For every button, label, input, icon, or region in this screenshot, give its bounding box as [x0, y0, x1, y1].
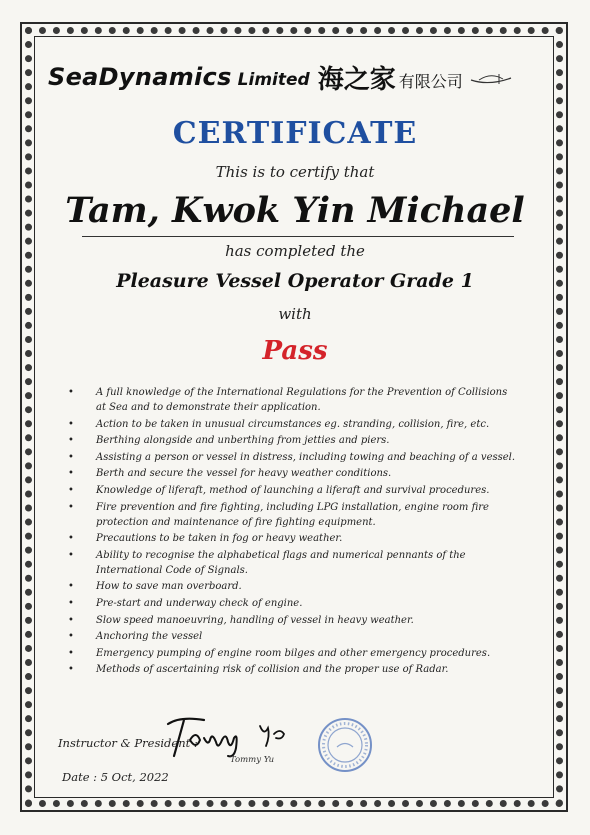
course-name: Pleasure Vessel Operator Grade 1	[116, 270, 474, 292]
bullet-icon: •	[68, 484, 74, 496]
result-text: Pass	[262, 336, 328, 366]
list-item: • Knowledge of liferaft, method of launching a liferaft and survival procedures.	[68, 484, 490, 496]
list-item: • Slow speed manoeuvring, handling of vessel in heavy weather.	[68, 614, 414, 626]
recipient-name: Tam, Kwok Yin Michael	[65, 190, 525, 231]
bullet-icon: •	[68, 418, 74, 430]
company-header	[48, 60, 548, 94]
bullet-icon: •	[68, 614, 74, 626]
signatory-name: Tommy Yu	[230, 755, 275, 765]
bullet-icon: •	[68, 664, 74, 676]
boat-logo-icon	[469, 70, 513, 88]
list-item: • A full knowledge of the International Regulations for the Prevention of Collisions at Sea and to demonstrate their application.	[68, 387, 508, 413]
brand-name-cn: 海之家	[317, 64, 396, 95]
list-item: • Pre-start and underway check of engine.	[68, 597, 303, 609]
bullet-icon: •	[68, 549, 74, 561]
list-item: • Action to be taken in unusual circumstances eg. stranding, collision, fire, etc.	[68, 418, 490, 430]
bullet-icon: •	[68, 581, 74, 593]
list-item: • Methods of ascertaining risk of collision and the proper use of Radar.	[68, 664, 449, 676]
company-seal-stamp	[316, 716, 374, 774]
list-item: • Ability to recognise the alphabetical flags and numerical pennants of the International Code of Signals.	[68, 549, 466, 576]
brand-name-cn-suffix: 有限公司	[398, 71, 463, 91]
list-item: • Fire prevention and fire fighting, including LPG installation, engine room fire protection and maintenance of fire fighting equipment.	[68, 501, 489, 528]
list-item: • Assisting a person or vessel in distress, including towing and beaching of a vessel.	[68, 451, 516, 463]
with-text: with	[278, 305, 312, 323]
recipient-underline	[82, 236, 514, 237]
bullet-icon: •	[68, 387, 74, 398]
bullet-icon: •	[68, 501, 74, 513]
bullet-icon: •	[68, 451, 74, 463]
bullet-icon: •	[68, 647, 74, 659]
brand-name-en: SeaDynamics	[48, 63, 232, 91]
bullet-icon: •	[68, 435, 74, 447]
list-item: • Anchoring the vessel	[68, 631, 203, 643]
list-item: • Berthing alongside and unberthing from jetties and piers.	[68, 435, 390, 447]
list-item: • How to save man overboard.	[68, 581, 242, 593]
skills-list	[68, 385, 518, 679]
bullet-icon: •	[68, 597, 74, 609]
list-item: • Berth and secure the vessel for heavy weather conditions.	[68, 468, 392, 480]
bullet-icon: •	[68, 468, 74, 480]
bullet-icon: •	[68, 533, 74, 545]
certify-text: This is to certify that	[215, 163, 375, 181]
list-item: • Precautions to be taken in fog or heavy weather.	[68, 533, 343, 545]
brand-limited: Limited	[237, 69, 310, 90]
signature-label: Instructor & President :	[58, 736, 198, 750]
certificate-title: CERTIFICATE	[172, 116, 418, 151]
completed-text: has completed the	[225, 242, 365, 260]
bullet-icon: •	[68, 631, 74, 643]
list-item: • Emergency pumping of engine room bilges and other emergency procedures.	[68, 647, 491, 659]
issue-date: Date : 5 Oct, 2022	[62, 770, 169, 784]
